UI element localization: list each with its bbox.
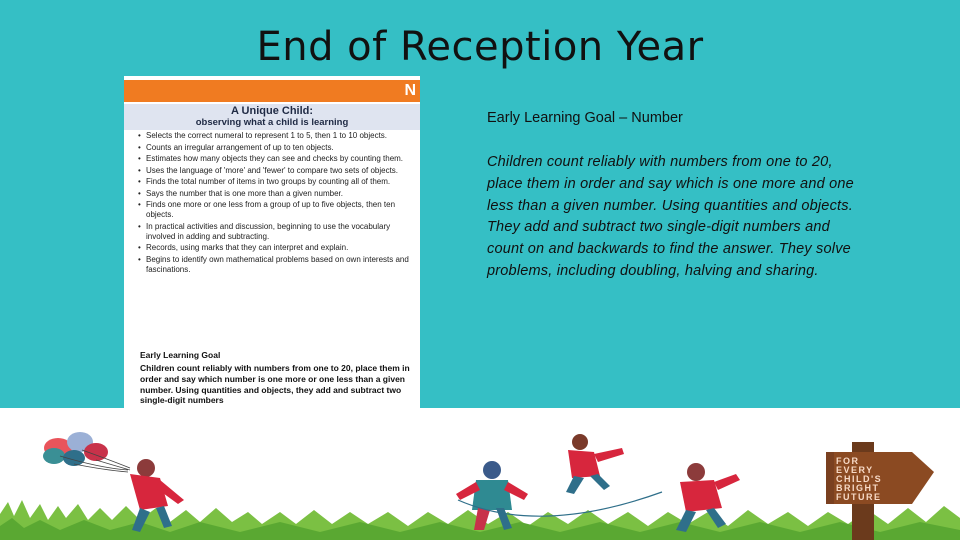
doc-bullet: • In practical activities and discussion, beginning to use the vocabulary involved in adding and subtracting.	[140, 222, 416, 242]
doc-header-line2: observing what a child is learning	[195, 117, 349, 128]
doc-bullet-list	[140, 131, 416, 276]
doc-orange-bar	[124, 80, 420, 102]
doc-bullet: • Finds the total number of items in two groups by counting all of them.	[140, 177, 416, 187]
elg-body: Children count reliably with numbers from one to 20, place them in order and say which is one more and one less than a given number. Using quantities and objects. They add and subtract two single-digit numbers and count on and backwards to find the answer. They solve problems, including doubling, halving and sharing.	[487, 154, 854, 279]
doc-header-line1: A Unique Child:	[230, 105, 314, 117]
doc-bullet: • Finds one more or one less from a group of up to five objects, then ten objects.	[140, 200, 416, 220]
doc-bullet: • Estimates how many objects they can see and checks by counting them.	[140, 154, 416, 164]
signpost-line: BRIGHT	[836, 483, 880, 493]
doc-bullet: • Says the number that is one more than a given number.	[140, 189, 416, 199]
signpost-line: CHILD'S	[836, 474, 883, 484]
slide-title: End of Reception Year	[256, 24, 704, 70]
signpost-line: FUTURE	[836, 492, 882, 502]
doc-header	[124, 104, 420, 130]
bottom-illustration	[0, 408, 960, 540]
doc-bullet: • Selects the correct numeral to represent 1 to 5, then 1 to 10 objects.	[140, 131, 416, 141]
doc-elg-title: Early Learning Goal	[140, 350, 221, 360]
elg-heading: Early Learning Goal – Number	[487, 110, 683, 126]
doc-elg-text: Children count reliably with numbers from one to 20, place them in order and say which number is one more or one less than a given number. Using quantities and objects, they add and subtract two single-digit numbers	[140, 363, 410, 406]
jumping-child-icon	[566, 434, 624, 494]
doc-bullet: • Records, using marks that they can interpret and explain.	[140, 243, 416, 253]
doc-bullet: • Uses the language of 'more' and 'fewer' to compare two sets of objects.	[140, 166, 416, 176]
balloons-icon	[43, 432, 130, 472]
signpost-line: EVERY	[836, 465, 874, 475]
doc-bullet: • Counts an irregular arrangement of up to ten objects.	[140, 143, 416, 153]
doc-bullet: • Begins to identify own mathematical problems based on own interests and fascinations.	[140, 255, 416, 275]
doc-orange-letter: N	[404, 82, 416, 99]
signpost-line: FOR	[836, 456, 860, 466]
document-image	[124, 76, 420, 408]
